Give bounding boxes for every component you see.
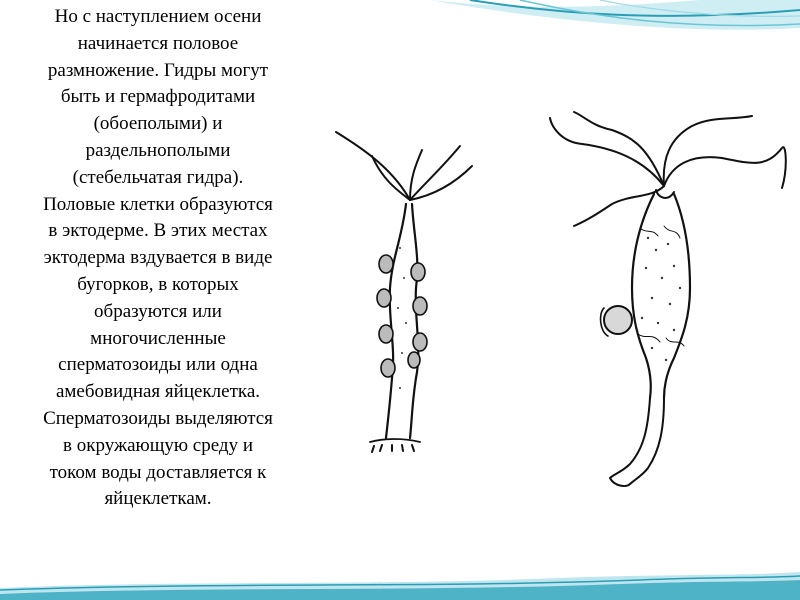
slide-body-text: Но с наступлением осени начинается половое размножение. Гидры могут быть и гермафродитами (обоеполыми) и раздельнополыми (стебельчатая гидра). Половые клетки образуются в эктодерме. В этих местах эктодерма вздувается в виде бугорков, в которых образуются или многочисленные сперматозоиды или одна амебовидная яйцеклетка. Сперматозоиды выделяются в окружающую среду и током воды доставляется к яйцеклеткам. [43,6,273,510]
decorative-waves-bottom [0,560,800,600]
hydra-with-egg [550,112,786,486]
hydra-drawing [312,108,800,496]
hydra-illustration [312,108,800,496]
hydra-with-testes [336,132,472,452]
